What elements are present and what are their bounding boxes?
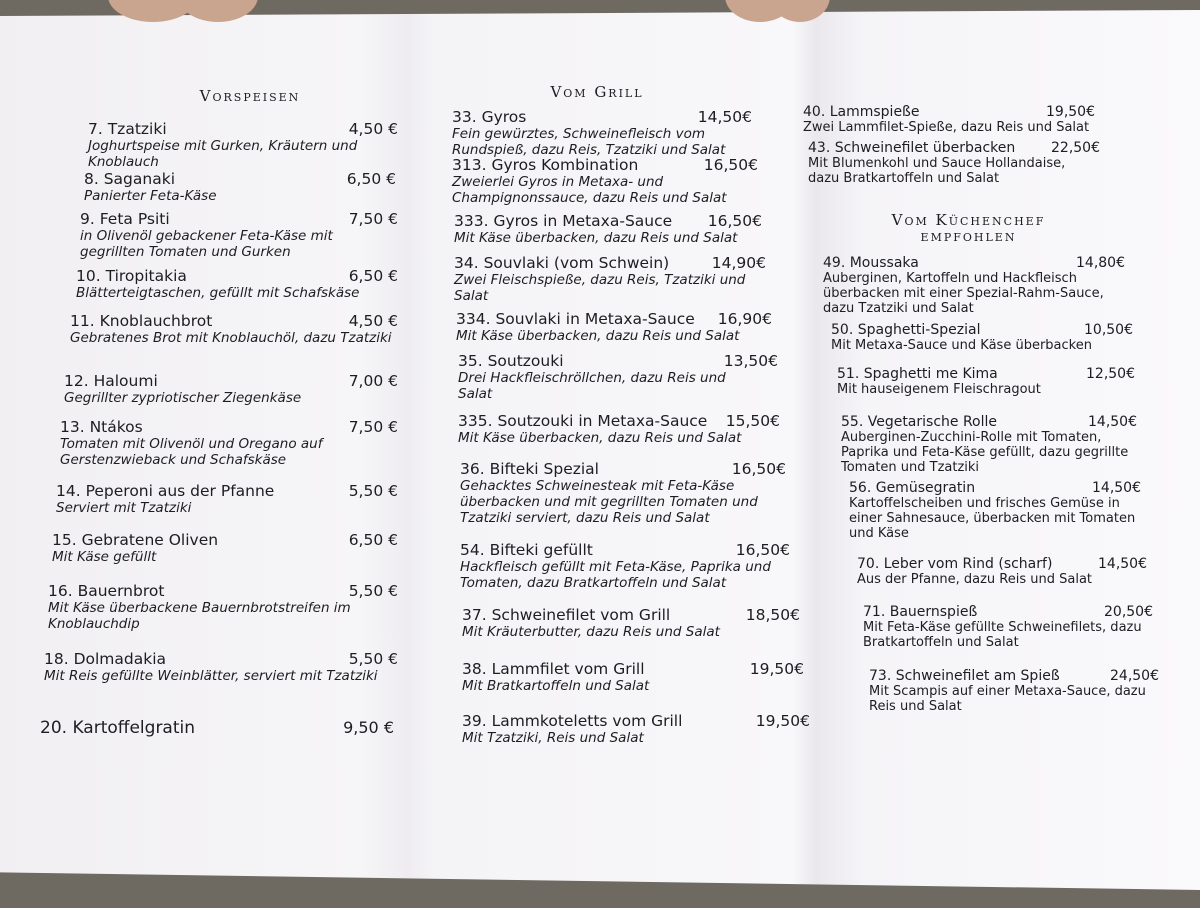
item-price: 19,50€ — [755, 712, 810, 730]
item-price: 16,50€ — [707, 212, 762, 230]
menu-item — [462, 712, 810, 746]
menu-item — [60, 418, 398, 468]
item-name: 14. Peperoni aus der Pfanne — [56, 482, 275, 500]
menu-item — [80, 210, 398, 260]
item-name: 71. Bauernspieß — [863, 604, 978, 620]
item-description: Mit Kräuterbutter, dazu Reis und Salat — [462, 624, 720, 640]
menu-item — [849, 480, 1141, 541]
item-description: Mit Scampis auf einer Metaxa-Sauce, dazu Reis und Salat — [869, 684, 1146, 714]
menu-item — [458, 352, 778, 402]
item-price: 16,50€ — [731, 460, 786, 478]
item-price: 16,50€ — [703, 156, 758, 174]
menu-item — [44, 650, 398, 684]
item-price: 6,50 € — [346, 170, 396, 188]
menu-item — [857, 556, 1147, 587]
item-price: 24,50€ — [1110, 668, 1159, 684]
item-price: 7,00 € — [348, 372, 398, 390]
item-description: Mit Blumenkohl und Sauce Hollandaise, dazu Bratkartoffeln und Salat — [808, 156, 1066, 186]
item-description: Mit hauseigenem Fleischragout — [837, 382, 1041, 397]
menu-item — [808, 140, 1100, 186]
section-heading: Vorspeisen — [199, 87, 301, 105]
menu-item — [56, 482, 398, 516]
item-name: 16. Bauernbrot — [48, 582, 165, 600]
item-name: 335. Soutzouki in Metaxa-Sauce — [458, 412, 708, 430]
item-name: 50. Spaghetti-Spezial — [831, 322, 981, 338]
item-name: 39. Lammkoteletts vom Grill — [462, 712, 683, 730]
item-description: Mit Tzatziki, Reis und Salat — [462, 730, 644, 746]
item-name: 33. Gyros — [452, 108, 527, 126]
item-name: 35. Soutzouki — [458, 352, 564, 370]
item-name: 11. Knoblauchbrot — [70, 312, 213, 330]
item-name: 8. Saganaki — [84, 170, 175, 188]
item-price: 16,50€ — [735, 541, 790, 559]
item-description: Joghurtspeise mit Gurken, Kräutern und Knoblauch — [88, 138, 358, 170]
item-name: 10. Tiropitakia — [76, 267, 187, 285]
menu-item — [454, 212, 762, 246]
item-description: Hackfleisch gefüllt mit Feta-Käse, Paprika und Tomaten, dazu Bratkartoffeln und Salat — [460, 559, 771, 591]
item-name: 313. Gyros Kombination — [452, 156, 639, 174]
menu-item — [452, 108, 752, 158]
item-description: Tomaten mit Olivenöl und Oregano auf Gerstenzwieback und Schafskäse — [60, 436, 323, 468]
item-price: 14,50€ — [1098, 556, 1147, 572]
menu-item — [831, 322, 1133, 353]
menu-item — [88, 120, 398, 170]
item-name: 37. Schweinefilet vom Grill — [462, 606, 671, 624]
item-price: 14,90€ — [711, 254, 766, 272]
item-description: Zweierlei Gyros in Metaxa- und Champignonssauce, dazu Reis und Salat — [452, 174, 727, 206]
section-heading: Vom Küchenchef empfohlen — [891, 211, 1046, 245]
menu-item — [458, 412, 780, 446]
menu-item — [52, 531, 398, 565]
item-name: 12. Haloumi — [64, 372, 158, 390]
item-description: Panierter Feta-Käse — [84, 188, 217, 204]
menu-item — [462, 660, 804, 694]
item-description: Mit Käse überbacken, dazu Reis und Salat — [454, 230, 738, 246]
item-name: 55. Vegetarische Rolle — [841, 414, 998, 430]
item-name: 7. Tzatziki — [88, 120, 167, 138]
item-description: Mit Käse gefüllt — [52, 549, 157, 565]
item-name: 34. Souvlaki (vom Schwein) — [454, 254, 670, 272]
item-price: 7,50 € — [348, 210, 398, 228]
item-name: 13. Ntákos — [60, 418, 143, 436]
item-price: 19,50€ — [1046, 104, 1095, 120]
item-price: 14,80€ — [1076, 255, 1125, 271]
item-name: 54. Bifteki gefüllt — [460, 541, 593, 559]
item-name: 40. Lammspieße — [803, 104, 920, 120]
item-price: 4,50 € — [348, 312, 398, 330]
item-description: in Olivenöl gebackener Feta-Käse mit gegrillten Tomaten und Gurken — [80, 228, 333, 260]
menu-item — [76, 267, 398, 301]
item-price: 9,50 € — [343, 718, 394, 737]
item-description: Mit Käse überbacken, dazu Reis und Salat — [456, 328, 740, 344]
item-description: Auberginen-Zucchini-Rolle mit Tomaten, Paprika und Feta-Käse gefüllt, dazu gegrillte Tomaten und Tzatziki — [841, 430, 1129, 475]
item-name: 334. Souvlaki in Metaxa-Sauce — [456, 310, 695, 328]
menu-item — [40, 718, 394, 738]
menu-item — [64, 372, 398, 406]
menu-item — [452, 156, 758, 206]
item-description: Kartoffelscheiben und frisches Gemüse in einer Sahnesauce, überbacken mit Tomaten und Käse — [849, 496, 1136, 541]
item-price: 16,90€ — [717, 310, 772, 328]
menu-item — [863, 604, 1153, 650]
item-description: Drei Hackfleischröllchen, dazu Reis und Salat — [458, 370, 726, 402]
menu-item — [869, 668, 1159, 714]
menu-item — [823, 255, 1125, 316]
menu-item — [456, 310, 772, 344]
item-price: 14,50€ — [1092, 480, 1141, 496]
item-name: 36. Bifteki Spezial — [460, 460, 599, 478]
menu-item — [460, 460, 786, 526]
item-name: 43. Schweinefilet überbacken — [808, 140, 1016, 156]
item-description: Mit Feta-Käse gefüllte Schweinefilets, dazu Bratkartoffeln und Salat — [863, 620, 1142, 650]
menu-item — [84, 170, 396, 204]
item-description: Mit Metaxa-Sauce und Käse überbacken — [831, 338, 1092, 353]
item-price: 14,50€ — [697, 108, 752, 126]
item-price: 22,50€ — [1051, 140, 1100, 156]
item-description: Aus der Pfanne, dazu Reis und Salat — [857, 572, 1093, 587]
menu-item — [48, 582, 406, 632]
item-price: 12,50€ — [1086, 366, 1135, 382]
item-description: Gehacktes Schweinesteak mit Feta-Käse überbacken und mit gegrillten Tomaten und Tzatziki serviert, dazu Reis und Salat — [460, 478, 758, 526]
menu-item — [462, 606, 800, 640]
menu-item — [841, 414, 1137, 475]
item-price: 15,50€ — [725, 412, 780, 430]
item-description: Fein gewürztes, Schweinefleisch vom Rundspieß, dazu Reis, Tzatziki und Salat — [452, 126, 726, 158]
item-description: Mit Reis gefüllte Weinblätter, serviert mit Tzatziki — [44, 668, 378, 684]
item-description: Gebratenes Brot mit Knoblauchöl, dazu Tzatziki — [70, 330, 392, 346]
menu-item — [803, 104, 1095, 135]
section-heading: Vom Grill — [550, 83, 644, 101]
item-price: 20,50€ — [1104, 604, 1153, 620]
item-name: 15. Gebratene Oliven — [52, 531, 219, 549]
item-description: Mit Käse überbackene Bauernbrotstreifen im Knoblauchdip — [48, 600, 351, 632]
menu-item — [837, 366, 1135, 397]
item-description: Mit Bratkartoffeln und Salat — [462, 678, 650, 694]
item-name: 73. Schweinefilet am Spieß — [869, 668, 1060, 684]
item-description: Blätterteigtaschen, gefüllt mit Schafskäse — [76, 285, 360, 301]
item-name: 49. Moussaka — [823, 255, 919, 271]
item-name: 38. Lammfilet vom Grill — [462, 660, 645, 678]
menu-item — [454, 254, 766, 304]
item-name: 51. Spaghetti me Kima — [837, 366, 998, 382]
item-name: 20. Kartoffelgratin — [40, 718, 196, 738]
item-price: 13,50€ — [723, 352, 778, 370]
item-price: 19,50€ — [749, 660, 804, 678]
item-name: 18. Dolmadakia — [44, 650, 167, 668]
item-description: Mit Käse überbacken, dazu Reis und Salat — [458, 430, 742, 446]
item-price: 5,50 € — [348, 582, 398, 600]
item-name: 9. Feta Psiti — [80, 210, 170, 228]
item-price: 5,50 € — [348, 482, 398, 500]
item-name: 56. Gemüsegratin — [849, 480, 976, 496]
menu-item — [70, 312, 398, 346]
menu-item — [460, 541, 790, 591]
item-price: 10,50€ — [1084, 322, 1133, 338]
item-price: 6,50 € — [348, 267, 398, 285]
item-price: 18,50€ — [745, 606, 800, 624]
item-description: Zwei Lammfilet-Spieße, dazu Reis und Salat — [803, 120, 1090, 135]
item-price: 14,50€ — [1088, 414, 1137, 430]
item-description: Gegrillter zypriotischer Ziegenkäse — [64, 390, 302, 406]
item-name: 70. Leber vom Rind (scharf) — [857, 556, 1053, 572]
item-description: Serviert mit Tzatziki — [56, 500, 192, 516]
item-price: 6,50 € — [348, 531, 398, 549]
item-description: Auberginen, Kartoffeln und Hackfleisch überbacken mit einer Spezial-Rahm-Sauce, dazu Tzatziki und Salat — [823, 271, 1104, 316]
item-description: Zwei Fleischspieße, dazu Reis, Tzatziki und Salat — [454, 272, 746, 304]
item-price: 4,50 € — [348, 120, 398, 138]
item-name: 333. Gyros in Metaxa-Sauce — [454, 212, 673, 230]
item-price: 7,50 € — [348, 418, 398, 436]
item-price: 5,50 € — [348, 650, 398, 668]
